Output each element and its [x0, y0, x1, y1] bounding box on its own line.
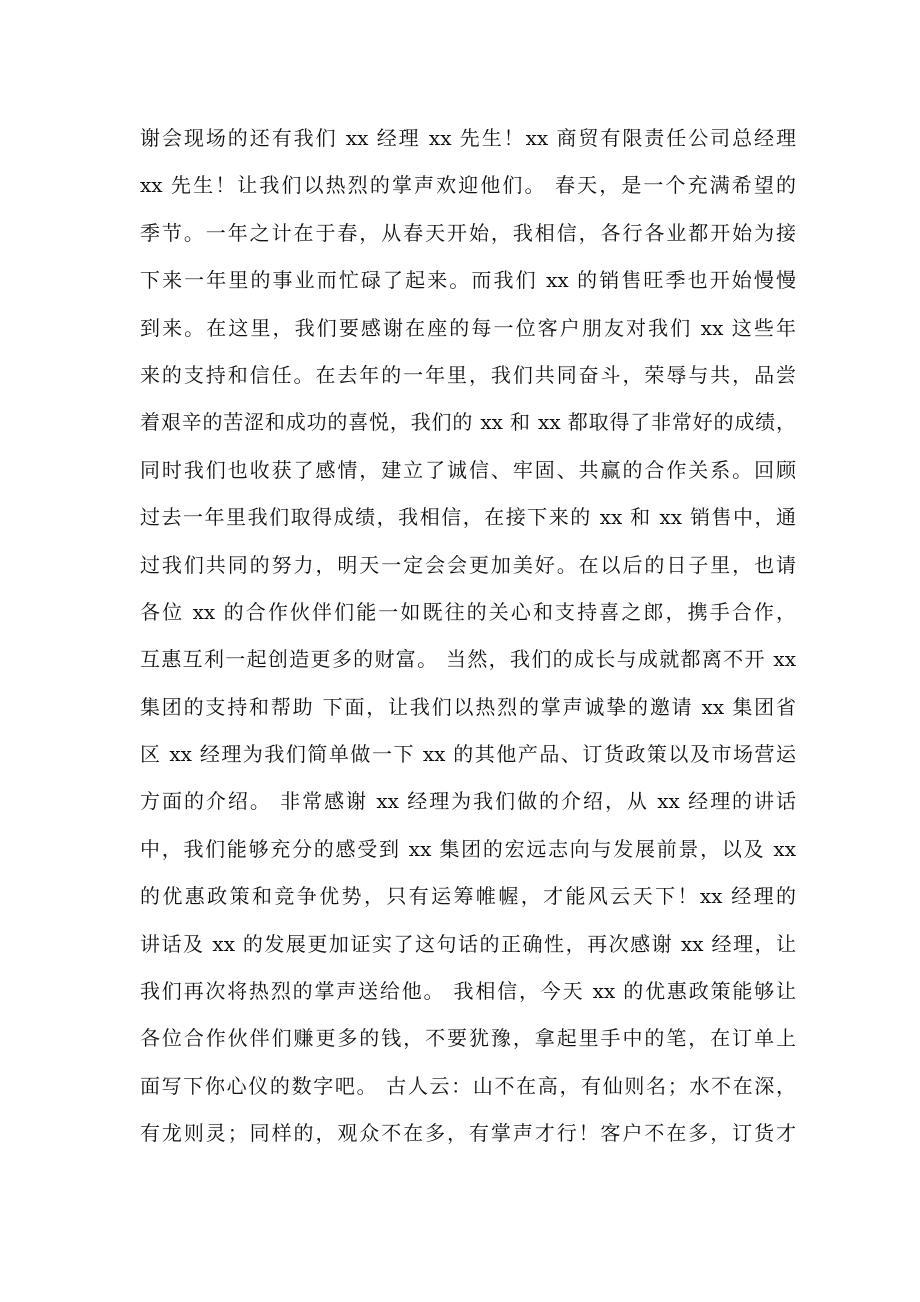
text-line: 过去一年里我们取得成绩，我相信，在接下来的 xx 和 xx 销售中，通 [140, 505, 796, 530]
text-line: 方面的介绍。 非常感谢 xx 经理为我们做的介绍，从 xx 经理的讲话 [140, 789, 796, 814]
text-line: 季节。一年之计在于春，从春天开始，我相信，各行各业都开始为接 [140, 220, 796, 245]
text-line: 来的支持和信任。在去年的一年里，我们共同奋斗，荣辱与共，品尝 [140, 362, 796, 387]
text-line: 互惠互利一起创造更多的财富。 当然，我们的成长与成就都离不开 xx [140, 647, 796, 672]
text-line: 各位合作伙伴们赚更多的钱，不要犹豫，拿起里手中的笔，在订单上 [140, 1026, 796, 1051]
text-line: 中，我们能够充分的感受到 xx 集团的宏远志向与发展前景，以及 xx [140, 836, 796, 861]
text-line: 各位 xx 的合作伙伴们能一如既往的关心和支持喜之郎，携手合作， [140, 599, 796, 624]
text-line: xx 先生！让我们以热烈的掌声欢迎他们。 春天，是一个充满希望的 [140, 173, 796, 198]
text-line: 的优惠政策和竞争优势，只有运筹帷幄，才能风云天下！xx 经理的 [140, 884, 796, 909]
text-line: 到来。在这里，我们要感谢在座的每一位客户朋友对我们 xx 这些年 [140, 315, 796, 340]
text-line: 面写下你心仪的数字吧。 古人云：山不在高，有仙则名；水不在深， [140, 1073, 796, 1098]
text-line: 我们再次将热烈的掌声送给他。 我相信，今天 xx 的优惠政策能够让 [140, 979, 796, 1004]
text-line: 同时我们也收获了感情，建立了诚信、牢固、共赢的合作关系。回顾 [140, 457, 796, 482]
text-line: 集团的支持和帮助 下面，让我们以热烈的掌声诚挚的邀请 xx 集团省 [140, 694, 796, 719]
text-line: 着艰辛的苦涩和成功的喜悦，我们的 xx 和 xx 都取得了非常好的成绩， [140, 410, 796, 435]
document-body [140, 115, 796, 1158]
text-line: 区 xx 经理为我们简单做一下 xx 的其他产品、订货政策以及市场营运 [140, 742, 796, 767]
text-line: 谢会现场的还有我们 xx 经理 xx 先生！xx 商贸有限责任公司总经理 [140, 126, 796, 150]
text-line: 下来一年里的事业而忙碌了起来。而我们 xx 的销售旺季也开始慢慢 [140, 268, 796, 293]
text-line: 讲话及 xx 的发展更加证实了这句话的正确性，再次感谢 xx 经理，让 [140, 931, 796, 956]
text-line: 有龙则灵；同样的，观众不在多，有掌声才行！客户不在多，订货才 [140, 1121, 796, 1146]
text-line: 过我们共同的努力，明天一定会会更加美好。在以后的日子里，也请 [140, 552, 796, 577]
